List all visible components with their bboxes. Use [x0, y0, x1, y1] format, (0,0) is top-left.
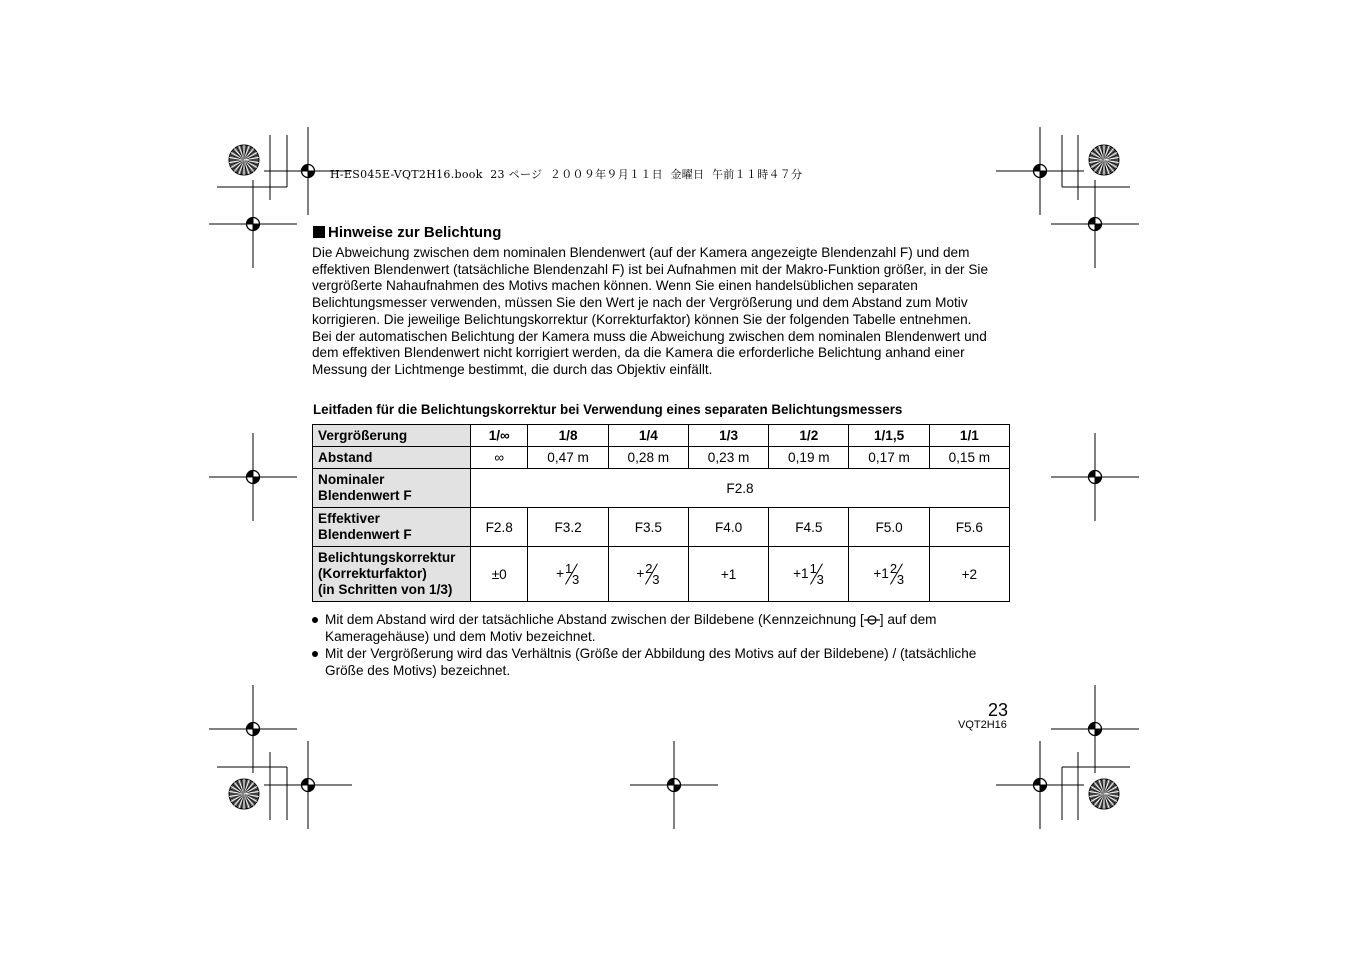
effective-cell: F3.2: [528, 508, 608, 547]
magnification-cell: 1/1,5: [849, 425, 929, 447]
exposure-correction-table: [312, 424, 1010, 602]
crosshair-icon: [996, 127, 1084, 215]
effective-cell: F5.6: [929, 508, 1009, 547]
effective-cell: F3.5: [608, 508, 688, 547]
distance-cell: 0,23 m: [688, 447, 768, 469]
notes-list: [312, 612, 1012, 680]
table-caption: Leitfaden für die Belichtungskorrektur bei Verwendung eines separaten Belichtungsmessers: [313, 402, 903, 417]
table-row-effective: [313, 508, 1010, 547]
crosshair-icon: [1051, 180, 1139, 268]
effective-cell: F5.0: [849, 508, 929, 547]
correction-value: ±0: [491, 566, 507, 582]
correction-cell: [688, 547, 768, 602]
distance-cell: 0,47 m: [528, 447, 608, 469]
nominal-value-cell: F2.8: [471, 469, 1010, 508]
distance-cell: 0,15 m: [929, 447, 1009, 469]
table-row-distance: [313, 447, 1010, 469]
paragraph: Bei der automatischen Belichtung der Kamera muss die Abweichung zwischen dem nominalen Blendenwert und dem effektiven Blendenwert nicht korrigiert werden, da die Kamera die erforderliche Belichtung anhand einer Messung der Lichtmenge bestimmt, die durch das Objektiv einfällt.: [312, 328, 987, 377]
note-text: Mit dem Abstand wird der tatsächliche Abstand zwischen der Bildebene (Kennzeichnung [: [325, 612, 864, 627]
table-row-nominal: [313, 469, 1010, 508]
note-item: [312, 646, 1012, 679]
fraction-denominator: 3: [652, 572, 660, 587]
row-header-line: Belichtungskorrektur: [318, 550, 456, 565]
row-header-line: Nominaler: [318, 472, 385, 487]
bullet-icon: [312, 651, 318, 657]
fraction: [809, 561, 825, 587]
row-header-line: Effektiver: [318, 511, 380, 526]
crosshair-icon: [996, 741, 1084, 829]
crosshair-icon: [209, 433, 297, 521]
row-header-correction: [313, 547, 471, 602]
correction-value: +2: [961, 566, 978, 582]
fraction: [889, 561, 905, 587]
correction-value: +1: [720, 566, 737, 582]
paragraph: Die Abweichung zwischen dem nominalen Blendenwert (auf der Kamera angezeigte Blendenzahl F) und dem effektiven Blendenwert (tatsächliche Blendenzahl F) ist bei Aufnahmen mit der Makro-Funktion größer, in der Sie vergrößerte Nahaufnahmen des Motivs machen können. Wenn Sie einen handelsüblichen separaten Belichtungsmesser verwenden, müssen Sie den Wert je nach der Vergrößerung und dem Abstand zum Motiv korrigieren. Die jeweilige Belichtungskorrektur (Korrekturfaktor) können Sie der folgenden Tabelle entnehmen.: [312, 245, 989, 327]
correction-cell: [849, 547, 929, 602]
correction-cell: [929, 547, 1009, 602]
crosshair-icon: [264, 741, 352, 829]
book-header-line: H-ES045E-VQT2H16.book 23 ページ ２００９年９月１１日 金曜日 午前１１時４７分: [330, 168, 803, 181]
correction-cell: [608, 547, 688, 602]
section-title: [313, 224, 501, 241]
magnification-cell: 1/2: [769, 425, 849, 447]
table-row-correction: [313, 547, 1010, 602]
crosshair-icon: [1051, 433, 1139, 521]
document-code: VQT2H16: [958, 719, 1007, 731]
fraction-denominator: 3: [816, 572, 824, 587]
fraction-denominator: 3: [896, 572, 905, 587]
correction-value: +1: [793, 566, 809, 581]
row-header-line: Blendenwert F: [318, 527, 412, 542]
fraction: [564, 561, 580, 587]
correction-value: +1: [873, 566, 889, 581]
square-bullet-icon: [313, 226, 325, 238]
row-header-distance: Abstand: [313, 447, 471, 469]
row-header-line: (Korrekturfaktor): [318, 566, 427, 581]
fraction-numerator: 1: [565, 561, 573, 576]
body-text: [312, 245, 1012, 379]
focal-plane-icon: [864, 615, 880, 625]
effective-cell: F4.0: [688, 508, 768, 547]
starburst-icon: [1089, 145, 1119, 175]
magnification-cell: 1/8: [528, 425, 608, 447]
note-text: Mit der Vergrößerung wird das Verhältnis (Größe der Abbildung des Motivs auf der Bildebene) / (tatsächliche Größe des Motivs) bezeichnet.: [325, 645, 977, 678]
correction-cell: [528, 547, 608, 602]
effective-cell: F2.8: [471, 508, 528, 547]
note-text: ] auf dem Kameragehäuse) und dem Motiv bezeichnet.: [325, 612, 937, 644]
starburst-icon: [229, 145, 259, 175]
table-row-magnification: [313, 425, 1010, 447]
row-header-magnification: Vergrößerung: [313, 425, 471, 447]
distance-cell: ∞: [471, 447, 528, 469]
note-item: [312, 612, 1012, 645]
correction-cell: [769, 547, 849, 602]
fraction-numerator: 2: [645, 561, 653, 576]
correction-cell: [471, 547, 528, 602]
crosshair-icon: [209, 180, 297, 268]
crosshair-icon: [630, 741, 718, 829]
starburst-icon: [229, 779, 259, 809]
distance-cell: 0,17 m: [849, 447, 929, 469]
row-header-effective: [313, 508, 471, 547]
page-number: 23: [988, 700, 1009, 720]
row-header-line: Blendenwert F: [318, 488, 412, 503]
crosshair-icon: [1051, 685, 1139, 773]
magnification-cell: 1/4: [608, 425, 688, 447]
correction-value: +: [636, 566, 645, 581]
crosshair-icon: [209, 685, 297, 773]
distance-cell: 0,19 m: [769, 447, 849, 469]
fraction-denominator: 3: [572, 572, 580, 587]
magnification-cell: 1/3: [688, 425, 768, 447]
row-header-nominal: [313, 469, 471, 508]
distance-cell: 0,28 m: [608, 447, 688, 469]
fraction-numerator: 1: [809, 561, 817, 576]
section-title-text: Hinweise zur Belichtung: [328, 224, 502, 241]
starburst-icon: [1089, 779, 1119, 809]
magnification-cell: 1/1: [929, 425, 1009, 447]
row-header-line: (in Schritten von 1/3): [318, 582, 453, 597]
magnification-cell: 1/∞: [471, 425, 528, 447]
effective-cell: F4.5: [769, 508, 849, 547]
correction-value: +: [556, 566, 565, 581]
fraction-numerator: 2: [889, 561, 898, 576]
bullet-icon: [312, 617, 318, 623]
fraction: [644, 561, 660, 587]
